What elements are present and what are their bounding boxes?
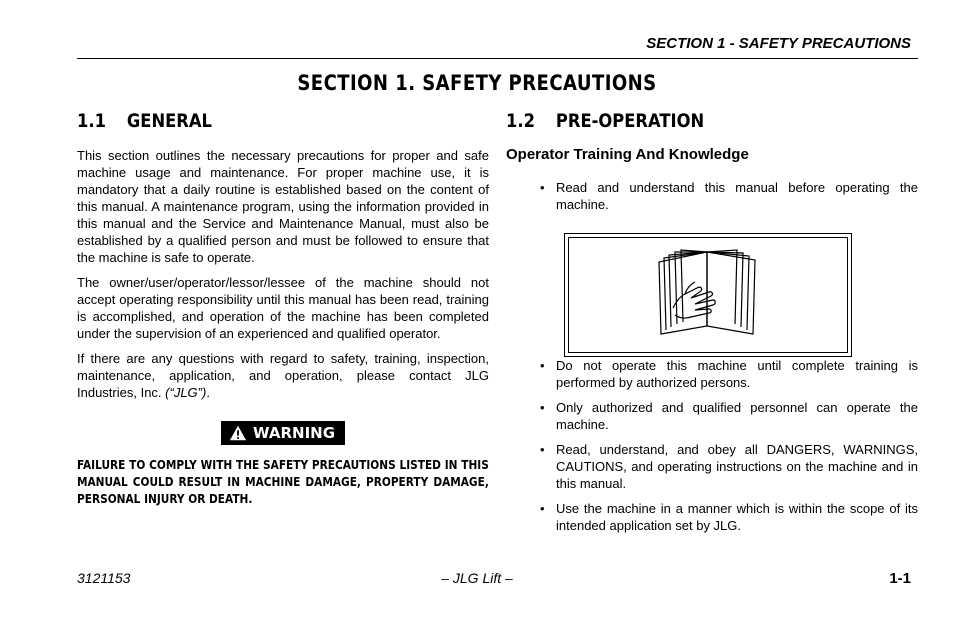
warning-label: WARNING (252, 424, 336, 442)
open-book-hand-icon (569, 238, 845, 350)
warning-text: FAILURE TO COMPLY WITH THE SAFETY PRECAUTIONS LISTED IN THIS MANUAL COULD RESULT IN MACHINE DAMAGE, PROPERTY DAMAGE, PERSONAL INJURY OR DEATH. (77, 458, 489, 506)
paragraph-end: . (206, 385, 210, 400)
list-item: • Read and understand this manual before operating the machine. (506, 179, 918, 213)
warning-triangle-icon (229, 424, 247, 442)
list-item: • Use the machine in a manner which is within the scope of its intended application set by JLG. (506, 500, 918, 534)
list-item: • Read, understand, and obey all DANGERS, WARNINGS, CAUTIONS, and operating instructions on the machine and in this manual. (506, 441, 918, 492)
page-title: SECTION 1. SAFETY PRECAUTIONS (297, 71, 657, 95)
running-header: SECTION 1 - SAFETY PRECAUTIONS (646, 35, 911, 52)
section-number: 1.2 (506, 110, 535, 132)
jlg-abbreviation: (“JLG”) (165, 385, 207, 400)
warning-container (77, 421, 489, 447)
section-heading-general (77, 110, 431, 132)
list-item: • Only authorized and qualified personnel can operate the machine. (506, 399, 918, 433)
section-title: PRE-OPERATION (555, 110, 705, 132)
paragraph-text: If there are any questions with regard to safety, training, inspection, maintenance, application, and operation, please contact JLG Industries, Inc. (77, 351, 489, 400)
page-number: 1-1 (889, 570, 911, 587)
paragraph: This section outlines the necessary precautions for proper and safe machine usage and maintenance. For proper machine use, it is mandatory that a daily routine is established based on the content of this manual. A maintenance program, using the information provided in this manual and the Service and Maintenance Manual, must also be established by a qualified person and must be followed to ensure that the machine is safe to operate. (77, 148, 489, 265)
warning-badge (221, 421, 345, 445)
right-column (506, 110, 918, 534)
section-number: 1.1 (77, 110, 106, 132)
footer-doc-number: 3121153 (77, 570, 131, 586)
list-item: • Do not operate this machine until complete training is performed by authorized persons. (506, 357, 918, 391)
section-title: GENERAL (126, 110, 212, 132)
bullet-list (506, 357, 918, 534)
read-manual-illustration (564, 233, 852, 357)
header-rule (77, 58, 918, 59)
section-heading-pre-operation (506, 110, 860, 132)
footer-title: – JLG Lift – (441, 570, 513, 586)
paragraph: The owner/user/operator/lessor/lessee of the machine should not accept operating responsibility until this manual has been read, training is accomplished, and operation of the machine has been completed under the supervision of an experienced and qualified operator. (77, 275, 489, 341)
bullet-list (506, 179, 918, 213)
subheading: Operator Training And Knowledge (506, 146, 749, 163)
left-column (77, 110, 489, 508)
paragraph (77, 350, 489, 401)
